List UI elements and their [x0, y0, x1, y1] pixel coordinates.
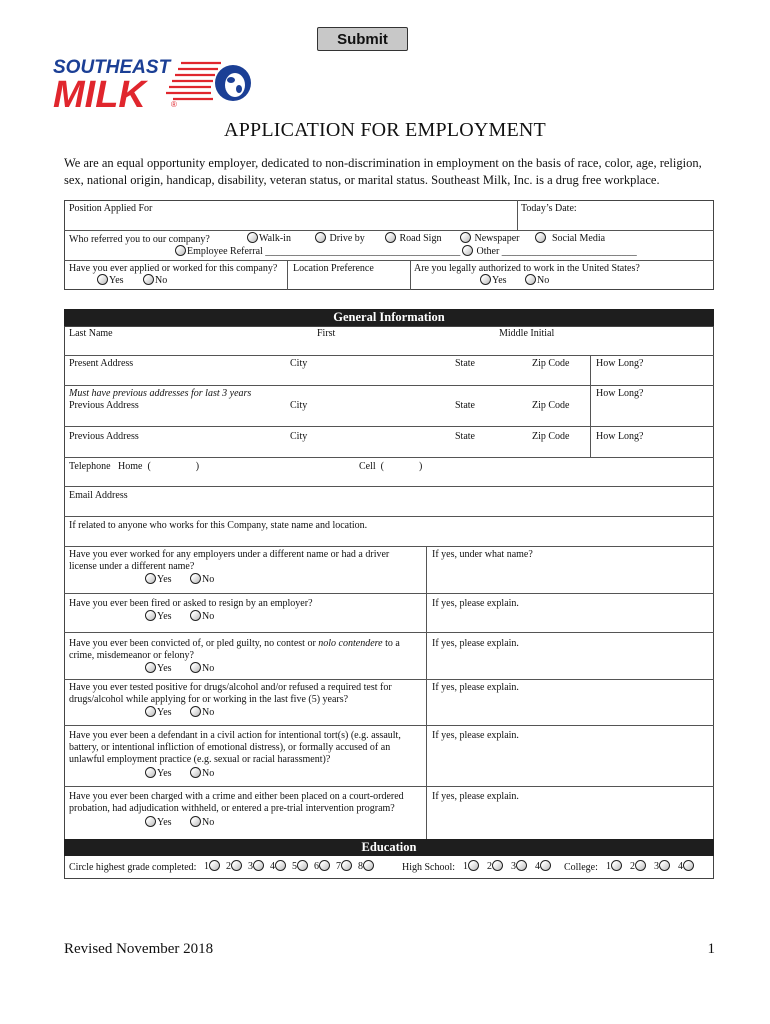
grade-number: 1	[606, 861, 611, 872]
q6-no[interactable]: No	[190, 816, 214, 829]
grade-radio[interactable]	[540, 860, 551, 871]
how-long-label: How Long?	[596, 431, 644, 442]
grade-number: 4	[535, 861, 540, 872]
grade-number: 2	[226, 861, 231, 872]
position-applied-label: Position Applied For	[69, 203, 153, 214]
general-information-header: General Information	[64, 309, 714, 326]
position-applied-input[interactable]	[66, 214, 514, 228]
zip-label: Zip Code	[532, 400, 570, 411]
other-radio[interactable]	[462, 245, 473, 256]
q3-yes[interactable]: Yes	[145, 662, 172, 675]
road-sign-option[interactable]: Road Sign	[385, 232, 441, 245]
logo-reg: ®	[171, 100, 177, 109]
how-long-label: How Long?	[596, 388, 644, 399]
q2-yes[interactable]: Yes	[145, 610, 172, 623]
city-label: City	[290, 400, 308, 411]
drive-by-radio[interactable]	[315, 232, 326, 243]
newspaper-radio[interactable]	[460, 232, 471, 243]
grade-option[interactable]	[606, 861, 623, 872]
other-option[interactable]: Other ___________________________	[462, 245, 637, 258]
yes-radio[interactable]	[145, 662, 156, 673]
road-sign-radio[interactable]	[385, 232, 396, 243]
grade-radio[interactable]	[275, 860, 286, 871]
yes-radio[interactable]	[145, 573, 156, 584]
circle-grade-label: Circle highest grade completed:	[69, 862, 197, 873]
follow-up-label: If yes, please explain.	[432, 598, 519, 609]
yes-radio[interactable]	[145, 706, 156, 717]
grade-number: 4	[270, 861, 275, 872]
follow-up-label: If yes, please explain.	[432, 730, 519, 741]
grade-number: 3	[248, 861, 253, 872]
question-convicted: Have you ever been convicted of, or pled guilty, no contest or nolo contendere to a crime, misdemeanor or felony?	[69, 638, 400, 661]
previous-address-note: Must have previous addresses for last 3 years	[69, 388, 252, 399]
college-label: College:	[564, 862, 598, 873]
q5-no[interactable]: No	[190, 767, 214, 780]
southeast-milk-logo	[53, 55, 253, 113]
todays-date-label: Today’s Date:	[521, 203, 577, 214]
email-label: Email Address	[69, 490, 128, 501]
grade-number: 2	[630, 861, 635, 872]
grade-number: 7	[336, 861, 341, 872]
location-preference-label: Location Preference	[293, 263, 374, 274]
question-civil-action: Have you ever been a defendant in a civil action for intentional tort(s) (e.g. assault, battery, or intentional infliction of emotional distress), or formally accused of an unlawful employment practice (e.g. sexual or racial harassment)?	[69, 730, 401, 765]
newspaper-option[interactable]: Newspaper	[460, 232, 519, 245]
grade-radio[interactable]	[319, 860, 330, 871]
how-long-label: How Long?	[596, 358, 644, 369]
grade-option[interactable]	[204, 861, 221, 872]
employee-referral-option[interactable]: Employee Referral _______________________________________	[175, 245, 460, 258]
grade-number: 4	[678, 861, 683, 872]
grade-option[interactable]	[270, 861, 287, 872]
grade-radio[interactable]	[468, 860, 479, 871]
follow-up-label: If yes, please explain.	[432, 682, 519, 693]
grade-option[interactable]	[535, 861, 552, 872]
yes-radio[interactable]	[97, 274, 108, 285]
grade-radio[interactable]	[659, 860, 670, 871]
yes-radio[interactable]	[145, 816, 156, 827]
related-label: If related to anyone who works for this Company, state name and location.	[69, 520, 368, 531]
intro-paragraph: We are an equal opportunity employer, dedicated to non-discrimination in employment on the basis of race, color, age, religion, sex, national origin, handicap, disability, veteran status, or marital status. Southeast Milk, Inc. is a drug free workplace.	[64, 156, 702, 187]
present-address-label: Present Address	[69, 358, 134, 369]
grade-number: 3	[654, 861, 659, 872]
q3-no[interactable]: No	[190, 662, 214, 675]
walk-in-option[interactable]: Walk-in	[247, 232, 291, 245]
page-number: 1	[707, 941, 715, 957]
college-options	[606, 860, 702, 873]
city-label: City	[290, 358, 308, 369]
todays-date-input[interactable]	[519, 214, 711, 228]
grade-number: 1	[204, 861, 209, 872]
grade-radio[interactable]	[635, 860, 646, 871]
state-label: State	[455, 358, 475, 369]
grade-number: 5	[292, 861, 297, 872]
previous-address-label: Previous Address	[69, 400, 139, 411]
middle-initial-label: Middle Initial	[499, 328, 555, 339]
social-media-radio[interactable]	[535, 232, 546, 243]
previous-address-label: Previous Address	[69, 431, 139, 442]
question-different-name: Have you ever worked for any employers under a different name or had a driver license under a different name?	[69, 549, 390, 572]
grade-option[interactable]	[358, 861, 375, 872]
grade-radio[interactable]	[297, 860, 308, 871]
cell-label: Cell ( )	[359, 461, 423, 472]
city-label: City	[290, 431, 308, 442]
grade-option[interactable]	[336, 861, 353, 872]
page-title: APPLICATION FOR EMPLOYMENT	[224, 119, 546, 141]
high-school-label: High School:	[402, 862, 456, 873]
state-label: State	[455, 431, 475, 442]
grade-option[interactable]	[654, 861, 671, 872]
grade-number: 1	[463, 861, 468, 872]
walk-in-radio[interactable]	[247, 232, 258, 243]
yes-radio[interactable]	[145, 767, 156, 778]
no-radio[interactable]	[190, 610, 201, 621]
no-radio[interactable]	[525, 274, 536, 285]
logo-line1: SOUTHEAST	[53, 57, 171, 78]
zip-label: Zip Code	[532, 358, 570, 369]
question-drug-test: Have you ever tested positive for drugs/alcohol and/or refused a required test for drugs/alcohol while applying for or working in the last five (5) years?	[69, 682, 392, 705]
grade-option[interactable]	[511, 861, 528, 872]
q4-no[interactable]: No	[190, 706, 214, 719]
q6-yes[interactable]: Yes	[145, 816, 172, 829]
first-name-label: First	[317, 328, 336, 339]
grade-number: 8	[358, 861, 363, 872]
q5-yes[interactable]: Yes	[145, 767, 172, 780]
grade-radio[interactable]	[209, 860, 220, 871]
follow-up-label: If yes, under what name?	[432, 549, 533, 560]
submit-button[interactable]: Submit	[317, 27, 408, 51]
grade-option[interactable]	[314, 861, 331, 872]
state-label: State	[455, 400, 475, 411]
grade-option[interactable]	[630, 861, 647, 872]
grade-radio[interactable]	[611, 860, 622, 871]
yes-radio[interactable]	[480, 274, 491, 285]
education-header: Education	[64, 839, 714, 856]
grade-option[interactable]	[463, 861, 480, 872]
question-fired: Have you ever been fired or asked to resign by an employer?	[69, 598, 313, 609]
no-radio[interactable]	[190, 706, 201, 717]
follow-up-label: If yes, please explain.	[432, 791, 519, 802]
q2-no[interactable]: No	[190, 610, 214, 623]
no-radio[interactable]	[190, 573, 201, 584]
authorized-yes[interactable]: Yes	[480, 274, 507, 287]
grade-number: 6	[314, 861, 319, 872]
q1-yes[interactable]: Yes	[145, 573, 172, 586]
no-radio[interactable]	[190, 816, 201, 827]
follow-up-label: If yes, please explain.	[432, 638, 519, 649]
grade-option[interactable]	[678, 861, 695, 872]
grade-radio[interactable]	[516, 860, 527, 871]
authorized-question: Are you legally authorized to work in the United States?	[414, 263, 640, 274]
revised-date: Revised November 2018	[64, 941, 214, 957]
q1-no[interactable]: No	[190, 573, 214, 586]
telephone-home-label: Telephone Home ( )	[69, 461, 200, 472]
grade-radio[interactable]	[492, 860, 503, 871]
grade-radio[interactable]	[341, 860, 352, 871]
grade-options	[204, 860, 380, 873]
applied-before-question: Have you ever applied or worked for this company?	[69, 263, 278, 274]
grade-radio[interactable]	[253, 860, 264, 871]
question-charged-crime: Have you ever been charged with a crime and either been placed on a court-ordered probation, had adjudication withheld, or entered a pre-trial intervention program?	[69, 791, 404, 814]
authorized-no[interactable]: No	[525, 274, 549, 287]
yes-radio[interactable]	[145, 610, 156, 621]
grade-radio[interactable]	[231, 860, 242, 871]
high-school-options	[463, 860, 559, 873]
applied-before-no[interactable]: No	[143, 274, 167, 287]
grade-option[interactable]	[226, 861, 243, 872]
drive-by-option[interactable]: Drive by	[315, 232, 365, 245]
grade-option[interactable]	[248, 861, 265, 872]
grade-option[interactable]	[487, 861, 504, 872]
referred-question: Who referred you to our company?	[69, 234, 210, 245]
grade-number: 2	[487, 861, 492, 872]
grade-radio[interactable]	[683, 860, 694, 871]
employee-referral-radio[interactable]	[175, 245, 186, 256]
logo-line2: MILK	[53, 74, 146, 113]
q4-yes[interactable]: Yes	[145, 706, 172, 719]
social-media-option[interactable]: Social Media	[535, 232, 605, 245]
no-radio[interactable]	[190, 767, 201, 778]
last-name-label: Last Name	[69, 328, 113, 339]
no-radio[interactable]	[190, 662, 201, 673]
grade-number: 3	[511, 861, 516, 872]
grade-radio[interactable]	[363, 860, 374, 871]
applied-before-yes[interactable]: Yes	[97, 274, 124, 287]
no-radio[interactable]	[143, 274, 154, 285]
grade-option[interactable]	[292, 861, 309, 872]
zip-label: Zip Code	[532, 431, 570, 442]
